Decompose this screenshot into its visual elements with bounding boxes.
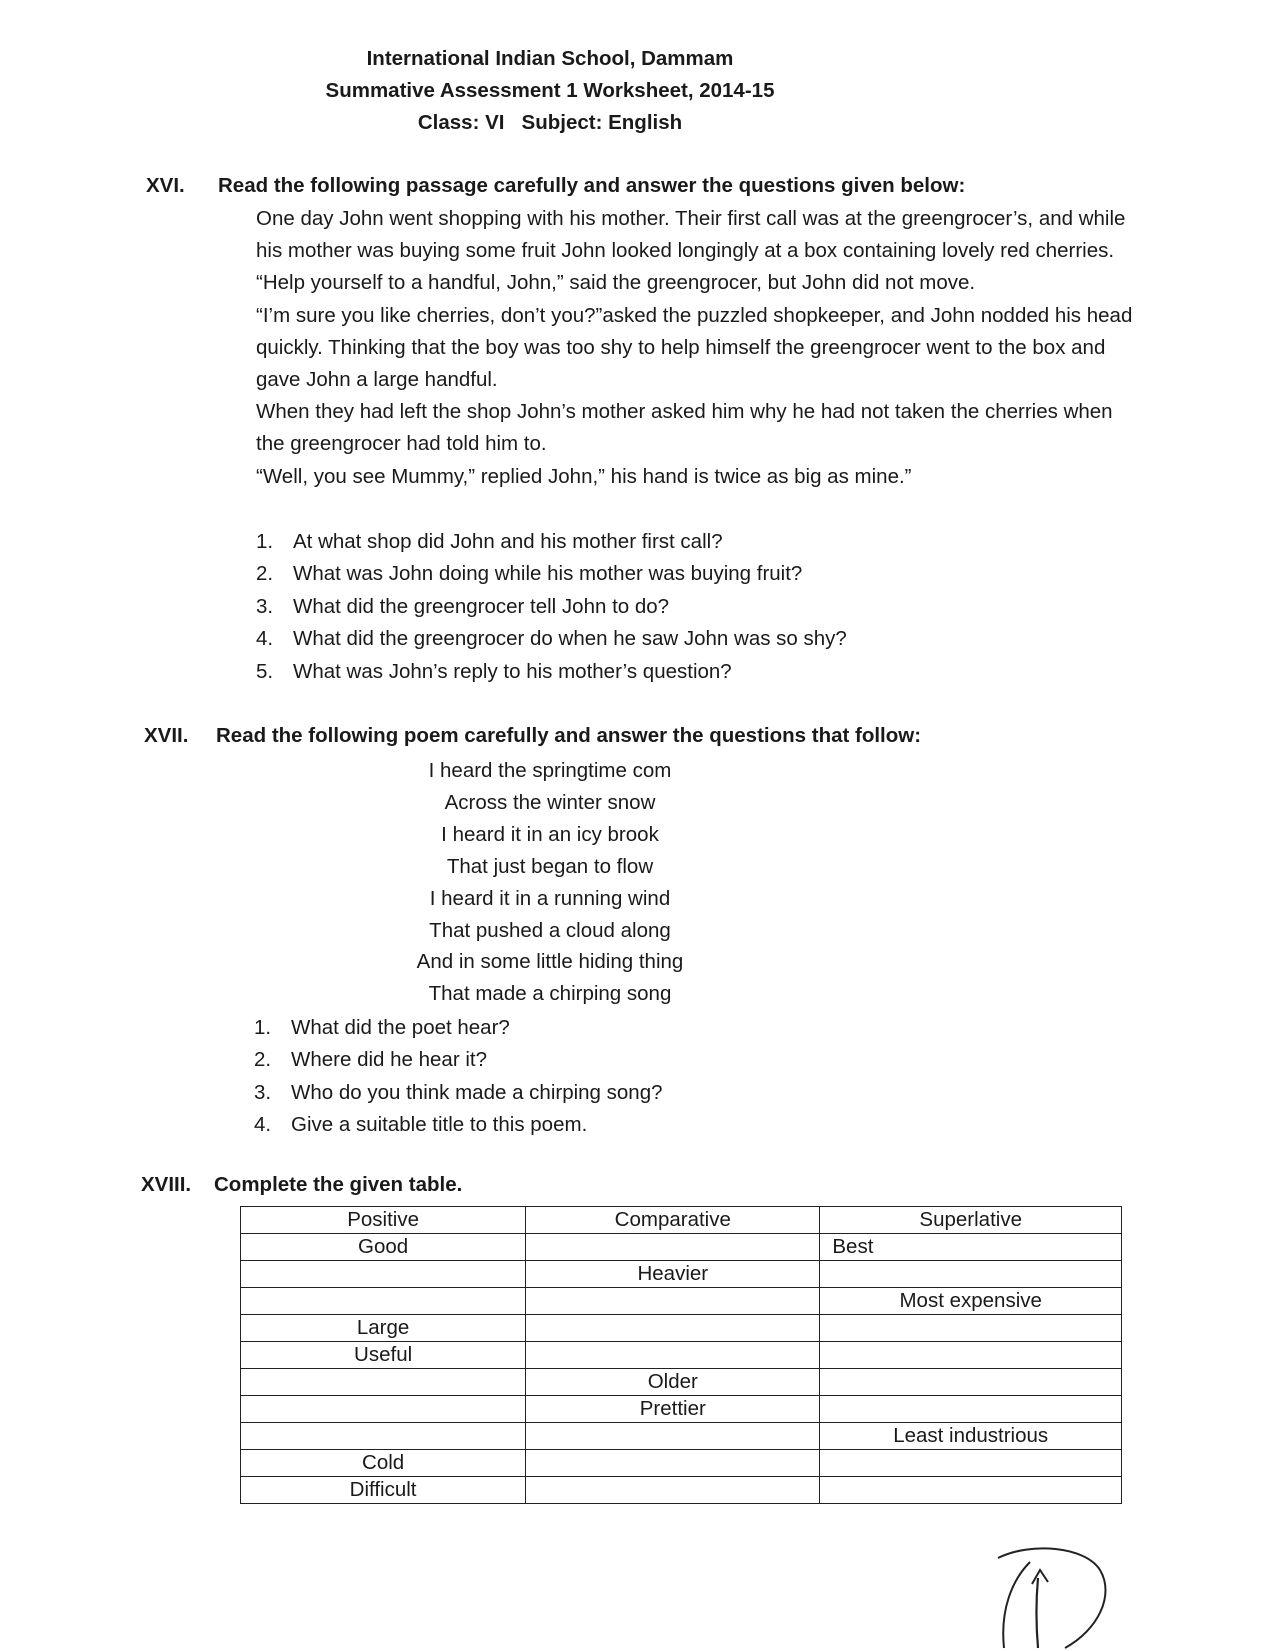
table-cell: Cold — [241, 1450, 526, 1477]
assessment-title: Summative Assessment 1 Worksheet, 2014-15 — [325, 79, 775, 102]
question-item — [256, 526, 847, 558]
table-cell: Heavier — [526, 1261, 820, 1288]
class-subject: Class: VI Subject: English — [417, 111, 683, 134]
table-cell — [241, 1396, 526, 1423]
table-cell: Large — [241, 1315, 526, 1342]
question-text: What did the poet hear? — [291, 1016, 510, 1039]
table-cell: Good — [241, 1234, 526, 1261]
question-text: What was John’s reply to his mother’s question? — [293, 659, 732, 683]
table-cell: Prettier — [526, 1396, 820, 1423]
question-text: Give a suitable title to this poem. — [291, 1113, 588, 1137]
table-cell — [820, 1342, 1122, 1369]
section-18-number: XVIII. — [141, 1173, 192, 1196]
reading-passage — [256, 203, 1136, 493]
table-cell — [820, 1477, 1122, 1504]
question-item — [256, 591, 847, 623]
table-cell — [526, 1477, 820, 1504]
passage-paragraph: When they had left the shop John’s mother asked him why he had not taken the cherries when the greengrocer had told him to. — [256, 400, 1113, 456]
passage-paragraph: One day John went shopping with his mother. Their first call was at the greengrocer’s, and while his mother was buying some fruit John looked longingly at a box containing lovely red cherries. — [256, 207, 1126, 263]
table-row — [241, 1288, 1122, 1315]
question-number: 4. — [256, 627, 274, 651]
poem — [0, 755, 1100, 1010]
question-text: What did the greengrocer tell John to do? — [293, 594, 670, 618]
question-text: What was John doing while his mother was buying fruit? — [293, 562, 803, 586]
passage-paragraph: “I’m sure you like cherries, don’t you?”asked the puzzled shopkeeper, and John nodded his head quickly. Thinking that the boy was too shy to help himself the greengrocer went to the box and gave John a large handful. — [256, 303, 1133, 392]
worksheet-header — [0, 43, 1100, 139]
question-item — [256, 656, 847, 688]
question-item — [256, 623, 847, 655]
question-text: Where did he hear it? — [291, 1048, 488, 1072]
table-cell: Older — [526, 1369, 820, 1396]
table-row — [241, 1396, 1122, 1423]
question-number: 1. — [254, 1016, 272, 1039]
question-number: 2. — [256, 562, 274, 586]
section-17-title: Read the following poem carefully and answer the questions that follow: — [216, 724, 922, 747]
table-row — [241, 1315, 1122, 1342]
question-number: 3. — [254, 1080, 272, 1104]
poem-line: And in some little hiding thing — [416, 950, 684, 974]
table-cell — [526, 1423, 820, 1450]
question-item — [254, 1077, 663, 1109]
table-cell — [526, 1450, 820, 1477]
column-header-superlative: Superlative — [820, 1207, 1122, 1234]
table-row — [241, 1477, 1122, 1504]
passage-paragraph: “Help yourself to a handful, John,” said the greengrocer, but John did not move. — [256, 271, 976, 295]
question-number: 4. — [254, 1113, 272, 1137]
table-row — [241, 1423, 1122, 1450]
section-16-number: XVI. — [146, 174, 185, 197]
question-item — [254, 1109, 663, 1141]
table-cell: Useful — [241, 1342, 526, 1369]
table-cell — [241, 1261, 526, 1288]
table-cell — [820, 1450, 1122, 1477]
table-cell — [526, 1315, 820, 1342]
table-row — [241, 1450, 1122, 1477]
question-item — [254, 1044, 663, 1076]
table-row — [241, 1234, 1122, 1261]
question-item — [254, 1012, 663, 1044]
table-cell — [820, 1369, 1122, 1396]
poem-line: Across the winter snow — [444, 790, 656, 814]
question-text: What did the greengrocer do when he saw John was so shy? — [293, 627, 847, 651]
table-row — [241, 1369, 1122, 1396]
poem-line: I heard it in a running wind — [429, 886, 671, 910]
table-header-row — [241, 1207, 1122, 1234]
poem-line: That made a chirping song — [428, 982, 672, 1006]
table-row — [241, 1261, 1122, 1288]
poem-questions — [254, 1012, 663, 1142]
question-number: 5. — [256, 659, 274, 683]
poem-line: I heard the springtime com — [428, 759, 672, 782]
column-header-positive: Positive — [241, 1207, 526, 1234]
table-cell — [820, 1396, 1122, 1423]
table-cell: Best — [820, 1234, 1122, 1261]
question-number: 3. — [256, 594, 274, 618]
degrees-of-comparison-table — [240, 1206, 1122, 1504]
poem-line: I heard it in an icy brook — [441, 822, 659, 846]
table-cell — [241, 1423, 526, 1450]
question-text: Who do you think made a chirping song? — [291, 1080, 663, 1104]
table-cell — [526, 1342, 820, 1369]
question-number: 2. — [254, 1048, 272, 1072]
poem-line: That just began to flow — [446, 854, 654, 878]
question-item — [256, 558, 847, 590]
table-cell — [820, 1261, 1122, 1288]
table-cell — [241, 1369, 526, 1396]
section-17-number: XVII. — [144, 724, 189, 747]
section-18-title: Complete the given table. — [214, 1173, 463, 1196]
table-cell: Most expensive — [820, 1288, 1122, 1315]
question-text: At what shop did John and his mother first call? — [293, 530, 723, 553]
table-cell — [241, 1288, 526, 1315]
table-cell: Difficult — [241, 1477, 526, 1504]
table-cell — [526, 1288, 820, 1315]
passage-paragraph: “Well, you see Mummy,” replied John,” his hand is twice as big as mine.” — [256, 464, 912, 488]
passage-questions — [256, 526, 847, 688]
section-16-title: Read the following passage carefully and answer the questions given below: — [218, 174, 966, 197]
table-row — [241, 1342, 1122, 1369]
school-name: International Indian School, Dammam — [366, 47, 734, 70]
table-cell: Least industrious — [820, 1423, 1122, 1450]
question-number: 1. — [256, 530, 274, 553]
table-cell — [820, 1315, 1122, 1342]
table-cell — [526, 1234, 820, 1261]
handwritten-signature — [990, 1540, 1120, 1651]
poem-line: That pushed a cloud along — [429, 918, 671, 942]
column-header-comparative: Comparative — [526, 1207, 820, 1234]
